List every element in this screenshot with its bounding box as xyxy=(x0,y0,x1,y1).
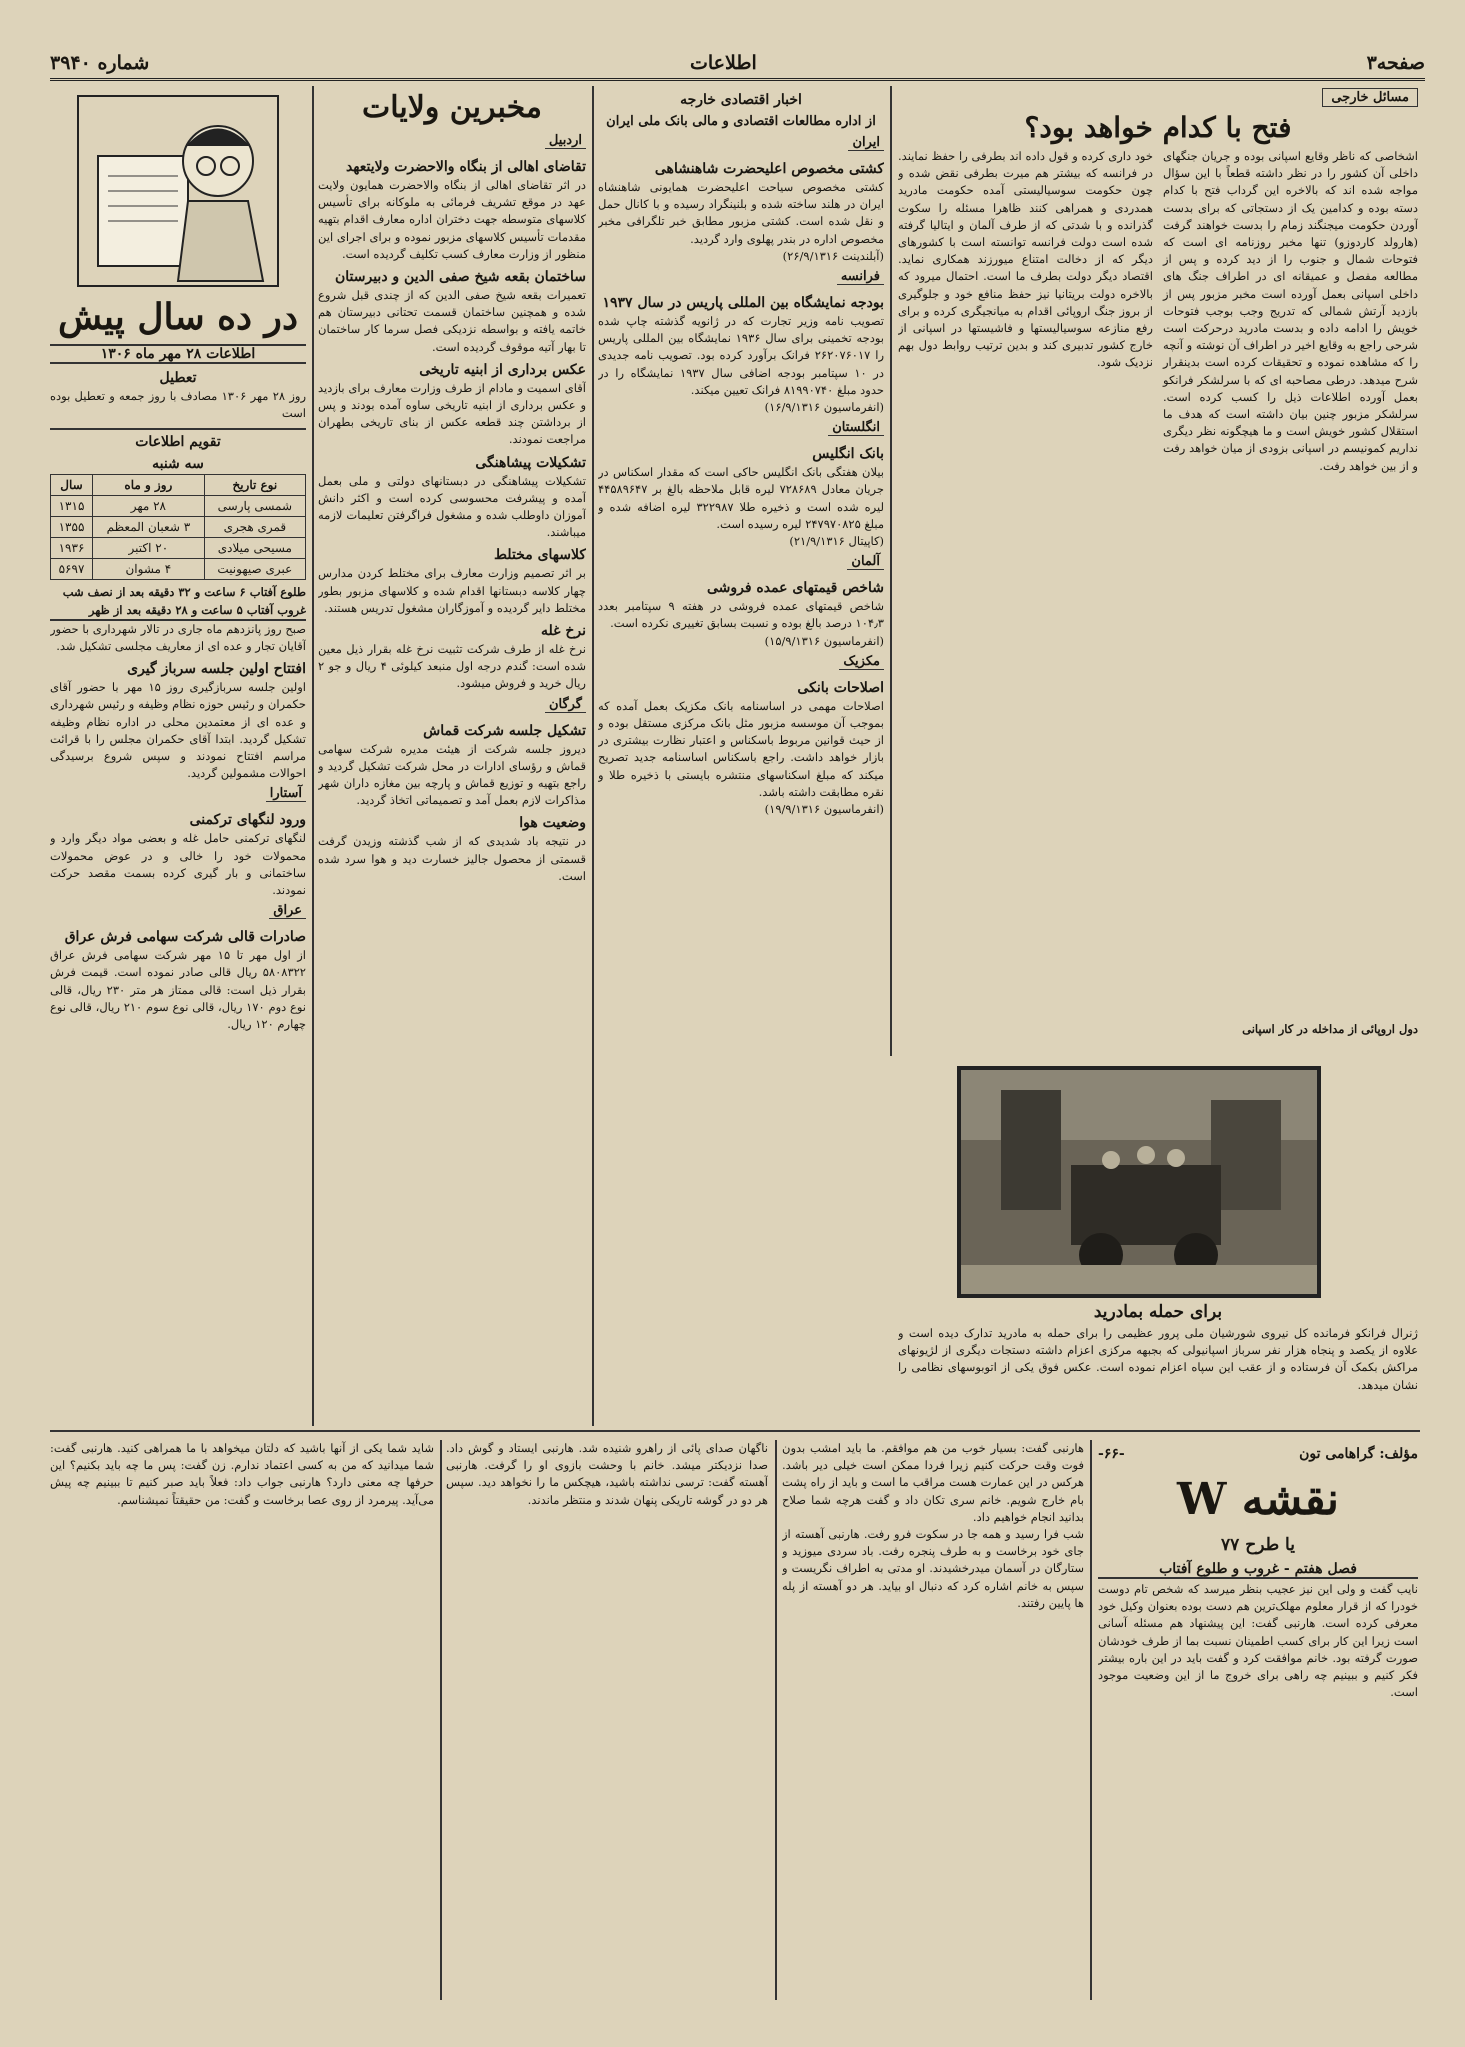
column-subtitle: اطلاعات ۲۸ مهر ماه ۱۳۰۶ xyxy=(50,344,306,364)
calendar-title: تقویم اطلاعات xyxy=(50,428,306,450)
calendar-cell: مسیحی میلادی xyxy=(204,538,305,559)
news-body: کشتی مخصوص سیاحت اعلیحضرت همایونی شاهنشاه ایران در هلند ساخته شده و بلنینگراد رسیده و با کانال حمل و نقل شده است. کشتی مزبور مطابق خبر تلگرافی مخبر مخصوص اداره در بندر پهلوی وارد گردید. xyxy=(598,180,884,246)
city-tag-iraq: عراق xyxy=(269,903,306,919)
news-body: از اول مهر تا ۱۵ مهر شرکت سهامی فرش عراق ۵۸۰۸۳۲۲ ریال قالی صادر نموده است. قیمت فرش بقرار ذیل است: قالی ممتاز هر متر ۲۳۰ ریال، قالی نوع دوم ۱۷۰ ریال، قالی نوع سوم ۲۱۰ ریال، قالی نوع چهارم ۱۲۰ ریال. xyxy=(50,948,306,1032)
serial-text: هارنبی گفت: بسیار خوب من هم موافقم. ما باید امشب بدون فوت وقت حرکت کنیم زیرا فردا ممکن است خیلی دیر باشد. هرکس در این عمارت هست مراقب ما است و باید از راه پشت بام خارج شویم. خانم سری تکان داد و گفت هرچه شما صلاح بدانید انجام خواهیم داد. xyxy=(782,1441,1084,1524)
city-tag-astara: آستارا xyxy=(266,786,306,802)
headline: صادرات قالی شرکت سهامی فرش عراق xyxy=(64,929,306,946)
column-rule xyxy=(775,1440,777,2000)
news-body: بر اثر تصمیم وزارت معارف برای مختلط کردن مدارس چهار کلاسه دبستانها اقدام شده و کلاسهای مزبور بطور مختلط دایر گردیده و آموزگاران مشغول تدریس هستند. xyxy=(318,566,586,615)
news-source: (انفرماسیون ۱۵/۹/۱۳۱۶) xyxy=(764,633,884,648)
headline: ورود لنگهای ترکمنی xyxy=(189,812,306,829)
headline: وضعیت هوا xyxy=(519,815,586,832)
headline: تقاضای اهالی از بنگاه والاحضرت ولایتعهد xyxy=(345,159,586,175)
reading-man-illustration xyxy=(68,86,288,296)
news-body: دیروز جلسه شرکت از هیئت مدیره شرکت سهامی قماش و رؤسای ادارات در محل شرکت تشکیل گردید و راجع بتهیه و توزیع قماش و پارچه بین مغازه داران شهر مذاکرات لازم بعمل آمد و تصمیماتی اتخاذ گردید. xyxy=(318,741,586,808)
news-body: در اثر تقاضای اهالی از بنگاه والاحضرت همایون ولایت عهد در موقع تشریف فرمائی به ملوکانه برای تأسیس کلاسهای متوسطه جهت دختران اداره معارف اقدام بتهیه مقدمات تأسیس کلاسهای مزبور نموده و برای اجرای این منظور از وزارت معارف کسب تکلیف گردیده است. xyxy=(318,178,586,261)
column-rule xyxy=(1090,1440,1092,2000)
city-tag-gorgan: گرگان xyxy=(545,697,586,713)
news-source: (کاپیتال ۲۱/۹/۱۳۱۶) xyxy=(789,534,884,549)
article-title: فتح با کدام خواهد بود؟ xyxy=(1024,111,1292,144)
headline: اصلاحات بانکی xyxy=(797,679,884,696)
serial-text-column xyxy=(50,1440,434,2000)
news-body: آقای اسمیت و مادام از طرف وزارت معارف برای بازدید و عکس برداری از ابنیه تاریخی ساوه آمده بودند و پس از برداشتن چند قطعه عکس از بنای تاریخی بطهران مراجعت نمودند. xyxy=(318,380,586,447)
news-body: لنگهای ترکمنی حامل غله و بعضی مواد دیگر وارد و محمولات خود را خالی و در عوض محمولات ساختمانی و بار گیری کرده بسمت مقصد حرکت نمودند. xyxy=(50,831,306,898)
headline: بودجه نمایشگاه بین المللی پاریس در سال ۱۹۳۷ xyxy=(602,295,884,312)
country-tag-mexico: مکزیک xyxy=(839,654,884,670)
news-body: تصویب نامه وزیر تجارت که در ژانویه گذشته چاپ شده بودجه تخمینی برای سال ۱۹۳۶ نمایشگاه بین المللی پاریس را ۲۶۲۰۷۶۰۱۷ فرانک برآورد کرده بود. تصویب نامه جدیدی در ۱۰ سپتامبر بودجه اضافی سال ۱۹۳۷ نمایشگاه را در حدود مبلغ ۸۱۹۹۰۷۴۰ فرانک تعیین میکند. xyxy=(598,314,884,397)
news-body: اولین جلسه سربازگیری روز ۱۵ مهر با حضور آقای حکمران و رئیس حوزه نظام وظیفه و رئیس شهرداری و عده ای از معتمدین محلی در اداره نظام وظیفه تشکیل گردید. ابتدا آقای حکمران مجلس را با قرائت مراسم افتتاح نمودند و سپس شروع برسیدگی احوالات مشمولین گردید. xyxy=(50,680,306,781)
serial-divider xyxy=(50,1430,1420,1432)
photo-caption xyxy=(898,1296,1418,1426)
country-tag-germany: آلمان xyxy=(847,554,884,570)
serial-text: ناگهان صدای پائی از راهرو شنیده شد. هارنبی ایستاد و گوش داد. صدا نزدیکتر میشد. خانم با وحشت بازوی او را گرفت. هارنبی آهسته گفت: ترسی نداشته باشید، هیچکس ما را نخواهد دید. سپس هر دو در گوشه تاریکی پنهان شدند و منتظر ماندند. xyxy=(446,1441,768,1507)
column-rule xyxy=(890,86,892,1056)
headline: کلاسهای مختلط xyxy=(494,547,586,564)
news-source: (انفرماسیون ۱۶/۹/۱۳۱۶) xyxy=(764,400,884,415)
news-body: اصلاحات مهمی در اساسنامه بانک مکزیک بعمل آمده که بموجب آن موسسه مزبور مثل بانک مرکزی مستقل بوده و از حیث قوانین مربوط باسکناس و اعتبار نظارت بیشتری در بازار خواهد داشت. راجع باسکناس اساسنامه جدید تصریح میکند که مبلغ اسکناسهای منتشره بایستی با ذخیره طلا و نقره مطابقت داشته باشد. xyxy=(598,698,884,799)
calendar-header: سال xyxy=(51,475,93,496)
issue-number: شماره ۳۹۴۰ xyxy=(50,52,150,74)
news-body: تعمیرات بقعه شیخ صفی الدین که از چندی قبل شروع شده و همچنین ساختمان قسمت تحتانی دبیرستان هم خاتمه یافته و بواسطه نزدیکی فصل سرما کار ساختمان تا بهار آتیه موقوف گردیده است. xyxy=(318,288,586,354)
misc-column xyxy=(50,86,306,1426)
article-body: اشخاصی که ناظر وقایع اسپانی بوده و جریان جنگهای داخلی آن کشور را در نظر داشته قطعاً با این سؤال مواجه شده اند که بالاخره این گرداب فتح با کدام دسته بوده و کدامین یک از دستجاتی که برای بدست آوردن حکومت میجنگند زمام را بدست خواهند گرفت (هارولد کاردوزو) تنها مخبر روزنامه ای است که فتوحات شمال و جنوب را از دید کرده و پس از مطالعه مفصل و عمیقانه ای در اطراف جنگ های داخلی اسپانی بعمل آورده است مخبر مزبور پس از بازدید آرتش شمالی که تدریج وجب بوجب فتوحات خویش را ادامه داده و بدست مادرید درحرکت است شرحی راجع به وقایع اخیر در اطراف آن نوشته و آنچه را که مشاهده نموده و تحقیقات کرده است بدینقرار شرح میدهد. درطی مصاحبه ای که با سرلشکر فرانکو بعمل آورده اطلاعات ذیل را کسب کرده است. سرلشکر مزبور چنین بیان داشته است که هدف ما استقلال کشور خویش است و ما هیچگونه نظر دیگری نداریم کمونیسم در اسپانی بزودی از میان خواهد رفت و از بین خواهد رفت. xyxy=(1163,149,1418,473)
economic-news-column xyxy=(598,86,884,1426)
photo-caption-text: ژنرال فرانکو فرمانده کل نیروی شورشیان ملی ‌پرور عظیمی را برای حمله به مادرید تدارک دیده است و علاوه از یکصد و پنجاه هزار نفر سرباز اسپانیولی که بجبهه مرکزی اعزام داشته دستجات دیگری از لژیونهای مراکش بکمک آن فرستاده و از عقب این سپاه اعزام نموده است. عکس فوق یکی از اتوبوسهای نظامی را نشان میدهد. xyxy=(898,1326,1418,1392)
news-source: (انفرماسیون ۱۹/۹/۱۳۱۶) xyxy=(764,802,884,817)
calendar-table xyxy=(50,474,306,580)
lead-article xyxy=(898,86,1418,1046)
serial-text: شاید شما یکی از آنها باشید که دلتان میخواهد با ما همراهی کنید. هارنبی گفت: شما میدانید که من به کسی اعتماد ندارم. زن گفت: پس ما چه باید بکنیم؟ این حرفها چه معنی دارد؟ هارنبی جواب داد: فعلاً باید صبر کنیم تا ببینیم چه پیش می‌آید. پیرمرد از روی عصا برخاست و گفت: من حقیقتاً نمیشناسم. xyxy=(50,1441,434,1507)
headline: عکس برداری از ابنیه تاریخی xyxy=(419,361,586,378)
news-body: تشکیلات پیشاهنگی در دبستانهای دولتی و ملی بعمل آمده و پیشرفت محسوسی کرده است و اکثر دانش آموزان داوطلب شده و مشغول فراگرفتن تعلیمات لازمه میباشند. xyxy=(318,473,586,540)
calendar-cell: شمسی پارسی xyxy=(204,496,305,517)
page-header xyxy=(50,52,1425,81)
photo-caption-title: برای حمله بمادرید xyxy=(1093,1302,1223,1322)
photo-image xyxy=(961,1070,1317,1294)
serial-title: نقشه W xyxy=(1176,1474,1340,1525)
calendar-cell: ۱۹۳۶ xyxy=(51,538,93,559)
country-tag-england: انگلستان xyxy=(828,420,884,436)
news-body: نرخ غله از طرف شرکت تثبیت نرخ غله بقرار ذیل معین شده است: گندم درجه اول منبعد کیلوئی ۴ ریال و جو ۲ ریال خرید و فروش میشود. xyxy=(318,642,586,691)
serial-text: نایب گفت و ولی این نیز عجیب بنظر میرسد که شخص تام دوست خودرا که از قرار معلوم مهلک‌ترین هم دست بوده بعنوان وکیل خود معرفی کرده است. هارنبی گفت: این پیشنهاد هم مسئله آسانی است زیرا این کار برای کسب اطمینان نسبت بما از طرف خودشان صورت گرفته بود. خانم موافقت کرد و گفت باید در این باره بیشتر فکر کنیم و ببینیم چه راهی برای خروج ما از این وضعیت موجود است. xyxy=(1098,1582,1418,1700)
serial-subtitle: یا طرح ۷۷ xyxy=(1221,1535,1295,1555)
news-body: شاخص قیمتهای عمده فروشی در هفته ۹ سپتامبر بعدد ۱۰۴٫۳ درصد بالغ بوده و نسبت بسابق تغییری نکرده است. xyxy=(598,599,884,631)
column-title: در ده سال پیش xyxy=(58,296,298,338)
headline: تشکیل جلسه شرکت قماش xyxy=(423,722,586,739)
section-source: از اداره مطالعات اقتصادی و مالی بانک ملی ایران xyxy=(606,114,876,129)
calendar-day: سه شنبه xyxy=(152,456,204,473)
section-kicker: مسائل خارجی xyxy=(1322,88,1418,107)
country-tag-france: فرانسه xyxy=(837,269,884,285)
news-photo xyxy=(957,1066,1321,1298)
calendar-cell: ۲۰ اکتبر xyxy=(93,538,205,559)
article-body-continued: خود داری کرده و قول داده اند بطرفی را حفظ نمایند. در فرانسه که بیشتر هم میرت بطرفی نقض شده و چون حکومت سوسیالیستی آمده حکومت مادرید همدردی و همراهی کنند ظاهرا مسئله را سکوت گذرانده و با شدتی که از طرف آلمان و ایتالیا گرفته شده است دولت فرانسه توانسته است با کشورهای دیگر که از دخالت امتناع میورزند همکاری نماید. اقتصاد دیگر دولت بطرف ما است. احتمال میرود که بالاخره دولت بریتانیا نیز حفظ منافع خود و جلوگیری از بروز جنگ اروپائی اقدام به میانجیگری کرده و برای رفع منازعه سوسیالیستها و فاشیستها در اسپانی از خارج کشور تدبیری کند و بدین ترتیب روابط دول بهم نزدیک شود. xyxy=(898,149,1153,370)
news-source: (آبلندینت ۲۶/۹/۱۳۱۶) xyxy=(782,248,884,263)
column-title: مخبرین ولایات xyxy=(362,90,542,125)
calendar-cell: ۵۶۹۷ xyxy=(51,559,93,580)
serial-header-column xyxy=(1098,1440,1418,2000)
serial-text-column xyxy=(782,1440,1084,2000)
column-rule xyxy=(312,86,314,1426)
serial-text-column xyxy=(446,1440,768,2000)
calendar-header: روز و ماه xyxy=(93,475,205,496)
calendar-cell: عبری صیهونیت xyxy=(204,559,305,580)
sunset-time: غروب آفتاب ۵ ساعت و ۲۸ دقیقه بعد از ظهر xyxy=(50,602,306,621)
section-title: اخبار اقتصادی خارجه xyxy=(680,92,802,108)
calendar-cell: ۴ مشوان xyxy=(93,559,205,580)
news-body: بیلان هفتگی بانک انگلیس حاکی است که مقدار اسکناس در جریان معادل ۷۲۸۶۸۹ لیره قابل ملاحظه بالغ بر ۴۴۵۸۹۶۴۷ لیره شده است و ذخیره طلا ۳۲۲۹۸۷ لیره اضافه شده و مبلغ ۲۴۷۹۷۰۸۲۵ لیره رسیده است. xyxy=(598,465,884,531)
provinces-column xyxy=(318,86,586,1426)
calendar-cell: ۲۸ مهر xyxy=(93,496,205,517)
column-rule xyxy=(440,1440,442,2000)
sunrise-time: طلوع آفتاب ۶ ساعت و ۳۲ دقیقه بعد از نصف شب xyxy=(62,585,306,600)
serial-number: -۶۶- xyxy=(1098,1446,1125,1462)
headline: افتتاح اولین جلسه سرباز گیری xyxy=(127,661,306,678)
headline: نرخ غله xyxy=(541,623,586,640)
headline: کشتی مخصوص اعلیحضرت شاهنشاهی xyxy=(654,161,884,177)
holiday-title: تعطیل xyxy=(159,370,197,386)
paper-name: اطلاعات xyxy=(690,52,757,74)
holiday-body: روز ۲۸ مهر ۱۳۰۶ مصادف با روز جمعه و تعطیل بوده است xyxy=(50,389,306,421)
calendar-cell: ۳ شعبان المعظم xyxy=(93,517,205,538)
calendar-cell: ۱۳۱۵ xyxy=(51,496,93,517)
column-rule xyxy=(592,86,594,1426)
news-body: صبح روز پانزدهم ماه جاری در تالار شهرداری با حضور آقایان تجار و عده ای از معاریف مجلسی تشکیل شد. xyxy=(50,621,306,654)
calendar-cell: ۱۳۵۵ xyxy=(51,517,93,538)
calendar-cell: قمری هجری xyxy=(204,517,305,538)
country-tag-iran: ایران xyxy=(848,135,884,151)
serial-text: شب فرا رسید و همه جا در سکوت فرو رفت. هارنبی آهسته از جای خود برخاست و به طرف پنجره رفت. باد سردی میوزید و ستارگان در آسمان میدرخشیدند. او مدتی به اطراف نگریست و سپس به خانم اشاره کرد که دنبال او بیاید. هر دو آهسته از پله ها پایین رفتند. xyxy=(782,1527,1084,1610)
serial-author: مؤلف: گراهامی تون xyxy=(1299,1446,1418,1462)
page-number: صفحه۳ xyxy=(1366,52,1425,74)
headline: تشکیلات پیشاهنگی xyxy=(475,454,586,471)
serial-chapter: فصل هفتم - غروب و طلوع آفتاب xyxy=(1098,1561,1418,1579)
news-body: در نتیجه باد شدیدی که از شب گذشته وزیدن گرفت قسمتی از محصول جالیز خسارت دید و هوا سرد شده است. xyxy=(318,834,586,883)
headline: ساختمان بقعه شیخ صفی الدین و دبیرستان xyxy=(334,269,586,286)
article-signoff: دول اروپائی از مداخله در کار اسپانی xyxy=(1242,1021,1418,1036)
headline: شاخص قیمتهای عمده فروشی xyxy=(706,580,884,597)
city-tag-ardabil: اردبیل xyxy=(545,133,586,149)
calendar-header: نوع تاریخ xyxy=(204,475,305,496)
headline: بانک انگلیس xyxy=(812,446,884,463)
